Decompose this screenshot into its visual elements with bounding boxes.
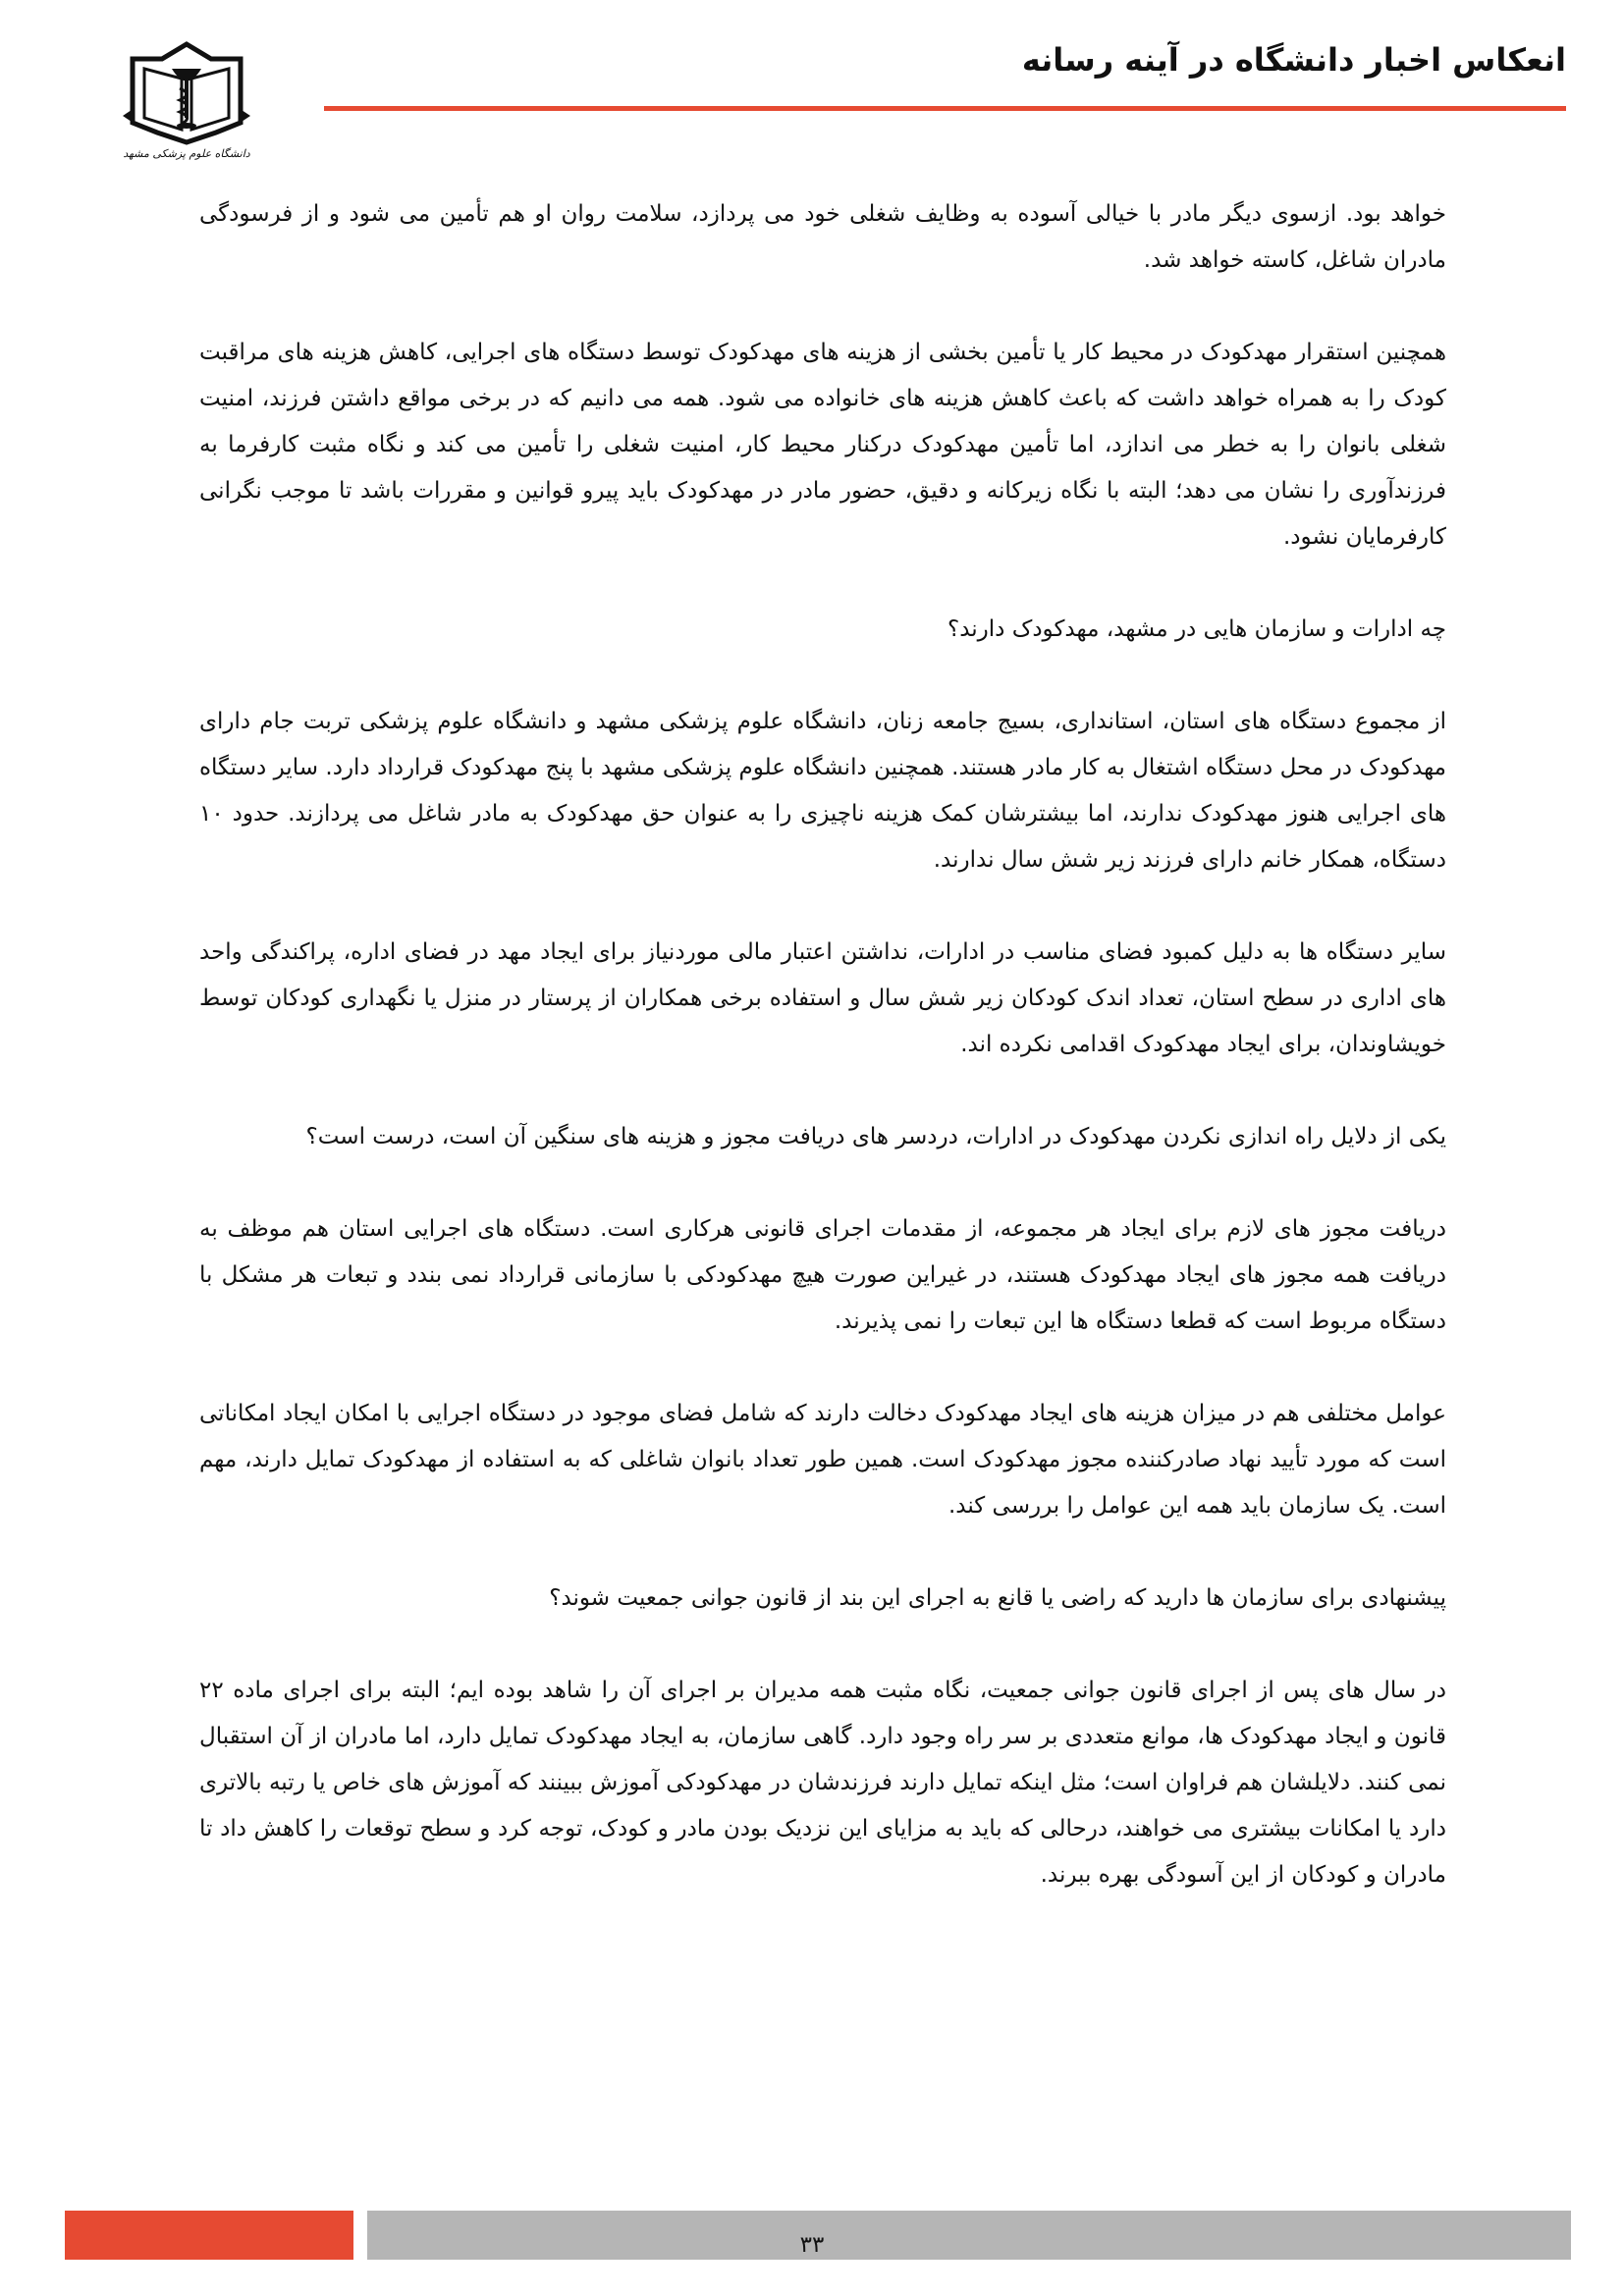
question-heading: چه ادارات و سازمان هایی در مشهد، مهدکودک دارند؟ — [947, 616, 1446, 642]
footer-gray-bar — [367, 2211, 1571, 2260]
article-body — [199, 191, 1446, 1945]
paragraph: عوامل مختلفی هم در میزان هزینه های ایجاد مهدکودک دخالت دارند که شامل فضای موجود در دستگاه اجرایی با امکان ایجاد امکاناتی است که مورد تأیید نهاد صادرکننده مجوز مهدکودک است. همین طور تعداد بانوان شاغلی که به استفاده از مهدکودک تمایل دارند، مهم است. یک سازمان باید همه این عوامل را بررسی کند. — [199, 1401, 1446, 1519]
page-header-title: انعکاس اخبار دانشگاه در آینه رسانه — [1021, 41, 1566, 79]
paragraph: خواهد بود. ازسوی دیگر مادر با خیالی آسوده به وظایف شغلی خود می پردازد، سلامت روان او هم تأمین می شود و از فرسودگی مادران شاغل، کاسته خواهد شد. — [199, 201, 1446, 273]
question-heading: یکی از دلایل راه اندازی نکردن مهدکودک در ادارات، دردسر های دریافت مجوز و هزینه های سنگین آن است، درست است؟ — [305, 1124, 1446, 1149]
logo-caption: دانشگاه علوم پزشکی مشهد — [123, 147, 250, 160]
university-logo — [113, 39, 260, 177]
header-divider — [324, 106, 1566, 111]
paragraph: سایر دستگاه ها به دلیل کمبود فضای مناسب در ادارات، نداشتن اعتبار مالی موردنیاز برای ایجاد مهد در فضای اداره، پراکندگی واحد های اداری در سطح استان، تعداد اندک کودکان زیر شش سال و استفاده برخی همکاران از پرستار در منزل یا نگهداری کودکان توسط خویشاوندان، برای ایجاد مهدکودک اقدامی نکرده اند. — [199, 939, 1446, 1057]
footer-accent-bar — [65, 2211, 353, 2260]
paragraph: دریافت مجوز های لازم برای ایجاد هر مجموعه، از مقدمات اجرای قانونی هرکاری است. دستگاه های اجرایی استان هم موظف به دریافت همه مجوز های ایجاد مهدکودک هستند، در غیراین صورت هیچ مهدکودکی با سازمانی قرارداد نمی بندد و تبعات هر مشکل با دستگاه مربوط است که قطعا دستگاه ها این تبعات را نمی پذیرند. — [199, 1216, 1446, 1334]
paragraph: از مجموع دستگاه های استان، استانداری، بسیج جامعه زنان، دانشگاه علوم پزشکی مشهد و دانشگاه علوم پزشکی تربت جام دارای مهدکودک در محل دستگاه اشتغال به کار مادر هستند. همچنین دانشگاه علوم پزشکی مشهد با پنج مهدکودک قرارداد دارد. سایر دستگاه های اجرایی هنوز مهدکودک ندارند، اما بیشترشان کمک هزینه ناچیزی را به عنوان حق مهدکودک به مادر شاغل می پردازند. حدود ۱۰ دستگاه، همکار خانم دارای فرزند زیر شش سال ندارند. — [199, 709, 1446, 873]
paragraph: در سال های پس از اجرای قانون جوانی جمعیت، نگاه مثبت همه مدیران بر اجرای آن را شاهد بوده ایم؛ البته برای اجرای ماده ۲۲ قانون و ایجاد مهدکودک ها، موانع متعددی بر سر راه وجود دارد. گاهی سازمان، به ایجاد مهدکودک تمایل دارد، اما مادران از آن استقبال نمی کنند. دلایلشان هم فراوان است؛ مثل اینکه تمایل دارند فرزندشان در مهدکودکی آموزش ببینند که آموزش های خاص یا رتبه بالاتری دارد یا امکانات بیشتری می خواهند، درحالی که باید به مزایای این نزدیک بودن مادر و کودک، توجه کرد و سطح توقعات را کاهش داد تا مادران و کودکان از این آسودگی بهره ببرند. — [199, 1678, 1446, 1888]
paragraph: همچنین استقرار مهدکودک در محیط کار یا تأمین بخشی از هزینه های مهدکودک توسط دستگاه های اجرایی، کاهش هزینه های مراقبت کودک را به همراه خواهد داشت که باعث کاهش هزینه های خانواده می شود. همه می دانیم که در برخی مواقع داشتن فرزند، امنیت شغلی بانوان را به خطر می اندازد، اما تأمین مهدکودک درکنار محیط کار، امنیت شغلی را تأمین می کند و نگاه مثبت کارفرما به فرزندآوری را نشان می دهد؛ البته با نگاه زیرکانه و دقیق، حضور مادر در مهدکودک باید پیرو قوانین و مقررات باشد تا موجب نگرانی کارفرمایان نشود. — [199, 340, 1446, 550]
question-heading: پیشنهادی برای سازمان ها دارید که راضی یا قانع به اجرای این بند از قانون جوانی جمعیت شوند؟ — [549, 1585, 1446, 1611]
page-number: ۳۳ — [799, 2232, 825, 2258]
